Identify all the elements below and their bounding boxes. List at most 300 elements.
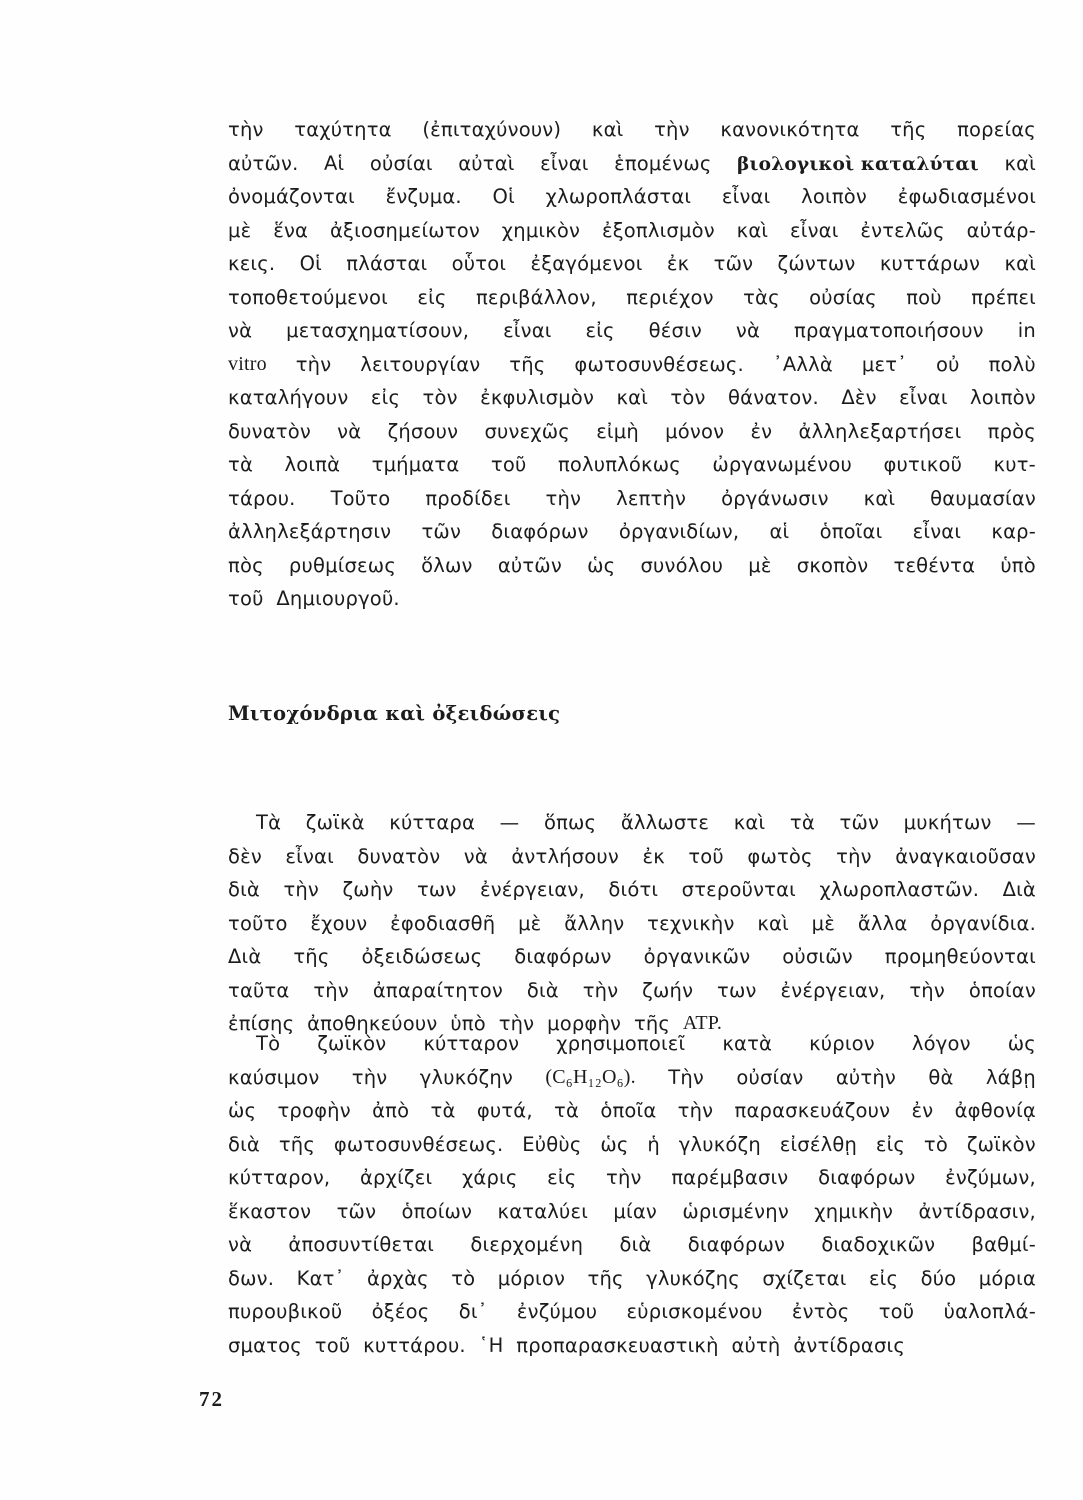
word: ἐφοδιασθῆ [390,911,496,935]
word: εἶναι [285,844,334,868]
word: οὐσίαν [736,1065,804,1089]
word: Αἱ [324,151,345,175]
word: τροφὴν [277,1099,351,1122]
word: λοιπὸν [801,185,867,208]
word: εἰσέλθῃ [779,1132,858,1156]
word: μὲ [518,911,542,935]
word: στεροῦνται [681,878,796,901]
word: κύτταρα [389,811,476,834]
word: νὰ [735,319,761,342]
text-line [228,840,1036,874]
word: εἰς [585,319,615,342]
word: τὰ [554,1099,580,1122]
word: λάβῃ [985,1065,1036,1089]
word: ἡ [647,1132,660,1156]
word: ἕνα [273,218,309,242]
word: ATP. [682,1012,723,1034]
word: ὀργανικῶν [643,945,751,968]
word: παρέμβασιν [671,1166,789,1189]
word: μυκήτων [903,811,992,834]
word: ὅλων [421,553,473,577]
word: δὲν [228,844,262,868]
word: δων. [228,1266,275,1290]
word: περιβάλλον, [475,285,597,309]
word: λεπτὴν [616,486,687,510]
word: δυνατὸν [357,844,441,868]
word: φυτά, [476,1099,533,1122]
word: καταλήγουν [228,386,349,409]
word: τὸν [422,386,458,409]
word: σκοπὸν [796,553,869,577]
word: Κατ᾿ [296,1266,345,1290]
word: προπαρασκευαστικὴ [516,1333,719,1357]
word: αὐτῶν [497,553,562,577]
word: Τὴν [668,1065,704,1089]
word: καὶ [591,118,624,141]
text-line [228,1295,1036,1329]
word: διαφόρων [491,520,589,543]
word: μετ᾿ [861,352,908,376]
word: χλωροπλαστῶν. [819,878,980,901]
word: ζωϊκὰ [305,811,365,834]
word: γλυκόζην [419,1065,514,1089]
word: Οἱ [492,185,515,208]
word: πραγματοποιήσουν [794,319,984,342]
word: τὴν [228,118,264,141]
word: φωτὸς [747,844,813,868]
text-line [228,515,1036,549]
text-line [228,147,1036,181]
word: (C₆H₁₂O₆). [545,1065,636,1088]
word: οὐσιῶν [782,945,853,968]
word: ἀξιοσημείωτον [329,218,480,242]
word: εἶναι [912,520,962,543]
word: τῆς [633,1012,671,1035]
section-heading: Μιτοχόνδρια καὶ ὀξειδώσεις [228,702,561,725]
page-number: 72 [199,1387,224,1411]
word: ἀπὸ [372,1099,410,1122]
word: Διὰ [1002,878,1036,901]
word: ἀλληλεξάρτησιν [228,520,392,543]
word: διὰ [228,878,260,901]
word: εἰμὴ [596,419,639,443]
word: οὗτοι [451,252,507,275]
word: ὑπὸ [450,1012,486,1035]
word: περιέχον [626,285,714,309]
word: τὴν [351,1065,388,1089]
word: πολὺ [988,352,1036,376]
word: δι᾿ [458,1300,488,1323]
text-line [228,1262,1036,1296]
word: ὡς [587,553,616,577]
word: φωτοσυνθέσεως. [574,352,744,376]
word: θάνατον. [728,386,819,409]
word: καταλύει [497,1199,589,1223]
text-line [228,1161,1036,1195]
word: μόρια [978,1266,1036,1290]
paragraph-chloroplasts [228,113,1036,616]
word: κύτταρον [423,1032,520,1055]
word: τοποθετούμενοι [228,285,388,309]
word: ἐνζύμου [516,1300,598,1323]
word: κύτταρον, [228,1166,331,1189]
word: μόριον [497,1266,566,1290]
word: χημικὴν [814,1199,894,1223]
text-line [228,1027,1036,1061]
word: εἰς [417,285,447,309]
word: διαδοχικῶν [821,1233,936,1256]
text-line [228,482,1036,516]
word: Εὐθὺς [522,1132,582,1156]
word: ζωὴν [342,878,394,901]
word: κύριον [809,1032,875,1055]
word: δυνατὸν [228,419,311,443]
word: ὠργανωμένου [712,453,852,476]
word: εἰς [547,1166,577,1189]
word: τὴν [545,486,582,510]
word: τμήματα [371,453,460,476]
word: προμηθεύονται [884,945,1036,968]
word: τάρου. [228,486,296,510]
word: πρὸς [987,419,1036,443]
word: ὀργανίδια. [930,911,1036,935]
word: ἐνέργειαν, [780,978,886,1002]
word: καὶ [1004,252,1036,275]
word: ὀνομάζονται [228,185,355,208]
word: οὐ [936,352,960,376]
word: χρησιμοποιεῖ [556,1032,686,1055]
word: αἱ [769,520,790,543]
word: εἶναι [899,386,948,409]
word: ἐκ [642,844,665,868]
word: καύσιμον [228,1065,320,1089]
word: ἐπίσης [228,1012,295,1035]
word: μὲ [748,553,772,577]
word: ἕκαστον [228,1199,312,1223]
word: θαυμασίαν [930,486,1036,510]
word: τὰ [430,1099,456,1122]
word: δύο [920,1266,957,1290]
word: τὰς [743,285,780,309]
word: Τὸ [256,1032,281,1055]
word: ταχύτητα [294,118,392,141]
word: Τοῦτο [330,486,391,510]
word: οὐσίας [809,285,877,309]
word: γλυκόζη [678,1132,761,1156]
word: Δημιουργοῦ. [276,587,400,610]
word: χημικὸν [501,218,581,242]
word: ἐνζύμων, [945,1166,1036,1189]
word: λειτουργίαν [360,352,481,376]
word: τοῦ [688,844,724,868]
word: τὴν [654,118,690,141]
word: τῆς [890,118,927,141]
word: ἀλληλεξαρτήσει [798,419,962,443]
word: ᾿Αλλὰ [772,352,833,376]
word: εἶναι [540,151,589,175]
word: καρ- [991,520,1036,543]
word: χλωροπλάσται [545,185,692,208]
word: γλυκόζης [646,1266,740,1290]
word: ἑπομένως [614,151,712,175]
word: τῶν [713,252,754,275]
word: μετασχηματίσουν, [286,319,470,342]
word: διαφόρων [687,1233,786,1256]
word: (ἐπιταχύνουν) [422,118,562,141]
text-line [228,348,1036,382]
word: τῆς [587,1266,624,1290]
word: φωτοσυνθέσεως. [333,1132,504,1156]
word: ζωήν [642,978,694,1002]
word: πορείας [957,118,1036,141]
word: διαφόρων [818,1166,916,1189]
word: νὰ [228,1233,253,1256]
word: λόγον [911,1032,971,1055]
word: ἄλλην [564,911,625,935]
word: vitro [228,352,267,375]
word: ὑαλοπλά- [943,1300,1036,1323]
word: ὀξέος [371,1300,430,1323]
word: μὲ [228,218,252,242]
word: καὶ [616,386,648,409]
word: ἀντίδρασιν, [918,1199,1036,1223]
word: λοιπὸν [970,386,1036,409]
word: αὐταὶ [458,151,515,175]
word: ταῦτα [228,978,290,1002]
word: ὅπως [543,811,597,834]
word: in [1017,319,1036,342]
word: κυττάρου. [363,1333,466,1357]
word: σχίζεται [762,1266,847,1290]
word: ὁποῖα [600,1099,657,1122]
word: καὶ [1004,151,1036,175]
text-line [228,281,1036,315]
word: παρασκευάζουν [734,1099,891,1122]
word: ἐκφυλισμὸν [480,386,595,409]
text-line [228,314,1036,348]
word: ἀποσυντίθεται [288,1233,435,1256]
text-line [228,873,1036,907]
word: τὴν [606,1166,642,1189]
word: θὰ [928,1065,954,1089]
word: πολυπλόκως [557,453,681,476]
word: διότι [608,878,659,901]
word: ὡς [1007,1032,1036,1055]
word: τεχνικὴν [647,911,735,935]
word: των [717,978,757,1002]
word: αὐτάρ- [966,218,1036,242]
text-line [228,907,1036,941]
word: εἰς [370,386,401,409]
text-line [228,1094,1036,1128]
word: τὴν [295,352,332,376]
word: τοῦ [490,453,527,476]
word: μορφὴν [547,1012,622,1035]
word: ἐξοπλισμὸν [601,218,715,242]
word: τὴν [498,1012,535,1035]
word: τῆς [509,352,546,376]
word: τὸν [670,386,706,409]
word: ἐν [911,1099,934,1122]
word: κανονικότητα [720,118,860,141]
word: τῶν [839,811,880,834]
word: τῆς [278,1132,315,1156]
word: τὴν [677,1099,714,1122]
word: πυρουβικοῦ [228,1300,343,1323]
word: — [499,811,520,834]
word: ἀρχίζει [360,1166,433,1189]
word: μόνον [665,419,725,443]
word: λοιπὰ [284,453,341,476]
word [737,147,979,181]
word: κεις. [228,252,276,275]
text-line [228,1228,1036,1262]
word: ὀξειδώσεως [361,945,483,968]
word: τὸ [923,1132,948,1156]
word: ἀντλήσουν [511,844,620,868]
word: τοῦ [878,1300,915,1323]
word: τεθέντα [893,553,976,577]
word: θέσιν [648,319,702,342]
paragraph-animal-cells [228,806,1036,1041]
text-line [228,381,1036,415]
word: συνόλου [640,553,724,577]
bold-term: βιολογικοὶ καταλύται [737,153,979,175]
word: Διὰ [228,945,262,968]
word: διερχομένη [470,1233,584,1256]
word: πλάσται [346,252,428,275]
text-line [228,940,1036,974]
word: εἰς [868,1266,899,1290]
word: προδίδει [425,486,511,510]
text-line [228,974,1036,1008]
word: Οἱ [299,252,322,275]
text-line [228,448,1036,482]
word: ἔχουν [310,911,368,935]
word: ἀντίδρασις [793,1333,905,1357]
word: ἐνέργειαν, [479,878,585,901]
word: ὁποῖαι [819,520,883,543]
word: τὴν [313,978,349,1002]
word: νὰ [228,319,253,342]
word: ῾Η [478,1333,504,1357]
word: χάρις [461,1166,518,1189]
word: μίαν [613,1199,657,1223]
word: — [1016,811,1036,834]
word: νὰ [463,844,488,868]
word: ὁποίαν [968,978,1036,1002]
word: τὴν [283,878,320,901]
word: ὁποίων [401,1199,473,1223]
text-line [228,549,1036,583]
word: οὐσίαι [369,151,433,175]
word: ἄλλωστε [620,811,710,834]
word: ἐντελῶς [860,218,945,242]
text-line [228,180,1036,214]
word: ἀποθηκεύουν [307,1012,438,1035]
word: αὐτὴν [835,1065,896,1089]
word: ἐφωδιασμένοι [897,185,1036,208]
word: ἐξαγόμενοι [530,252,643,275]
word: ἀφθονίᾳ [954,1099,1036,1122]
word: τῆς [293,945,330,968]
word: κατὰ [722,1032,773,1055]
word: τὸ [451,1266,476,1290]
word: ὡρισμένην [682,1199,789,1223]
word: αὐτῶν. [228,151,299,175]
word: αὐτὴ [731,1333,781,1357]
word: εἶναι [790,218,839,242]
text-line [228,247,1036,281]
word: ἀναγκαιοῦσαν [895,844,1036,868]
word: πρέπει [971,285,1036,309]
paragraph-glucose [228,1027,1036,1362]
word: μὲ [811,911,836,935]
word: διὰ [619,1233,652,1256]
word: ὀργανιδίων, [618,520,740,543]
word: εἰς [875,1132,906,1156]
word: ποὺ [906,285,942,309]
word: νὰ [337,419,362,443]
word: τὰ [228,453,253,476]
text-line [228,113,1036,147]
word: κυτ- [993,453,1036,476]
word: τῶν [336,1199,377,1223]
word: εἶναι [503,319,552,342]
word: ὡς [228,1099,257,1122]
word: καὶ [733,811,766,834]
word: ὡς [600,1132,629,1156]
word: Δὲν [841,386,877,409]
word: ζώντων [777,252,856,275]
text-line [228,806,1036,840]
word: τοῦ [228,587,264,610]
word: βαθμί- [971,1233,1036,1256]
word: φυτικοῦ [883,453,963,476]
word: διαφόρων [514,945,612,968]
word: ὀργάνωσιν [721,486,829,510]
word: ἀπαραίτητον [372,978,503,1002]
word: ἐκ [666,252,690,275]
word: τὰ [789,811,815,834]
word: τοῦ [314,1333,351,1357]
word: ζωϊκὸν [966,1132,1036,1156]
word: ζήσουν [387,419,459,443]
word: ρυθμίσεως [288,553,396,577]
text-line [228,1061,1036,1095]
word: ἄλλα [857,911,908,935]
word: καὶ [757,911,789,935]
word: τοῦτο [228,911,288,935]
word: διὰ [526,978,559,1002]
word: Τὰ [256,811,282,834]
text-line [228,214,1036,248]
word: ἔνζυμα. [385,185,462,208]
word: διὰ [228,1132,260,1156]
word: καὶ [863,486,896,510]
word: τὴν [836,844,872,868]
text-line [228,582,1036,616]
text-line [228,1128,1036,1162]
word: συνεχῶς [484,419,570,443]
word: ὑπὸ [1000,553,1036,577]
word: των [416,878,457,901]
word: τὴν [909,978,945,1002]
word: κυττάρων [879,252,981,275]
word: καὶ [736,218,769,242]
word: ἀρχὰς [366,1266,429,1290]
word: σματος [228,1333,302,1357]
